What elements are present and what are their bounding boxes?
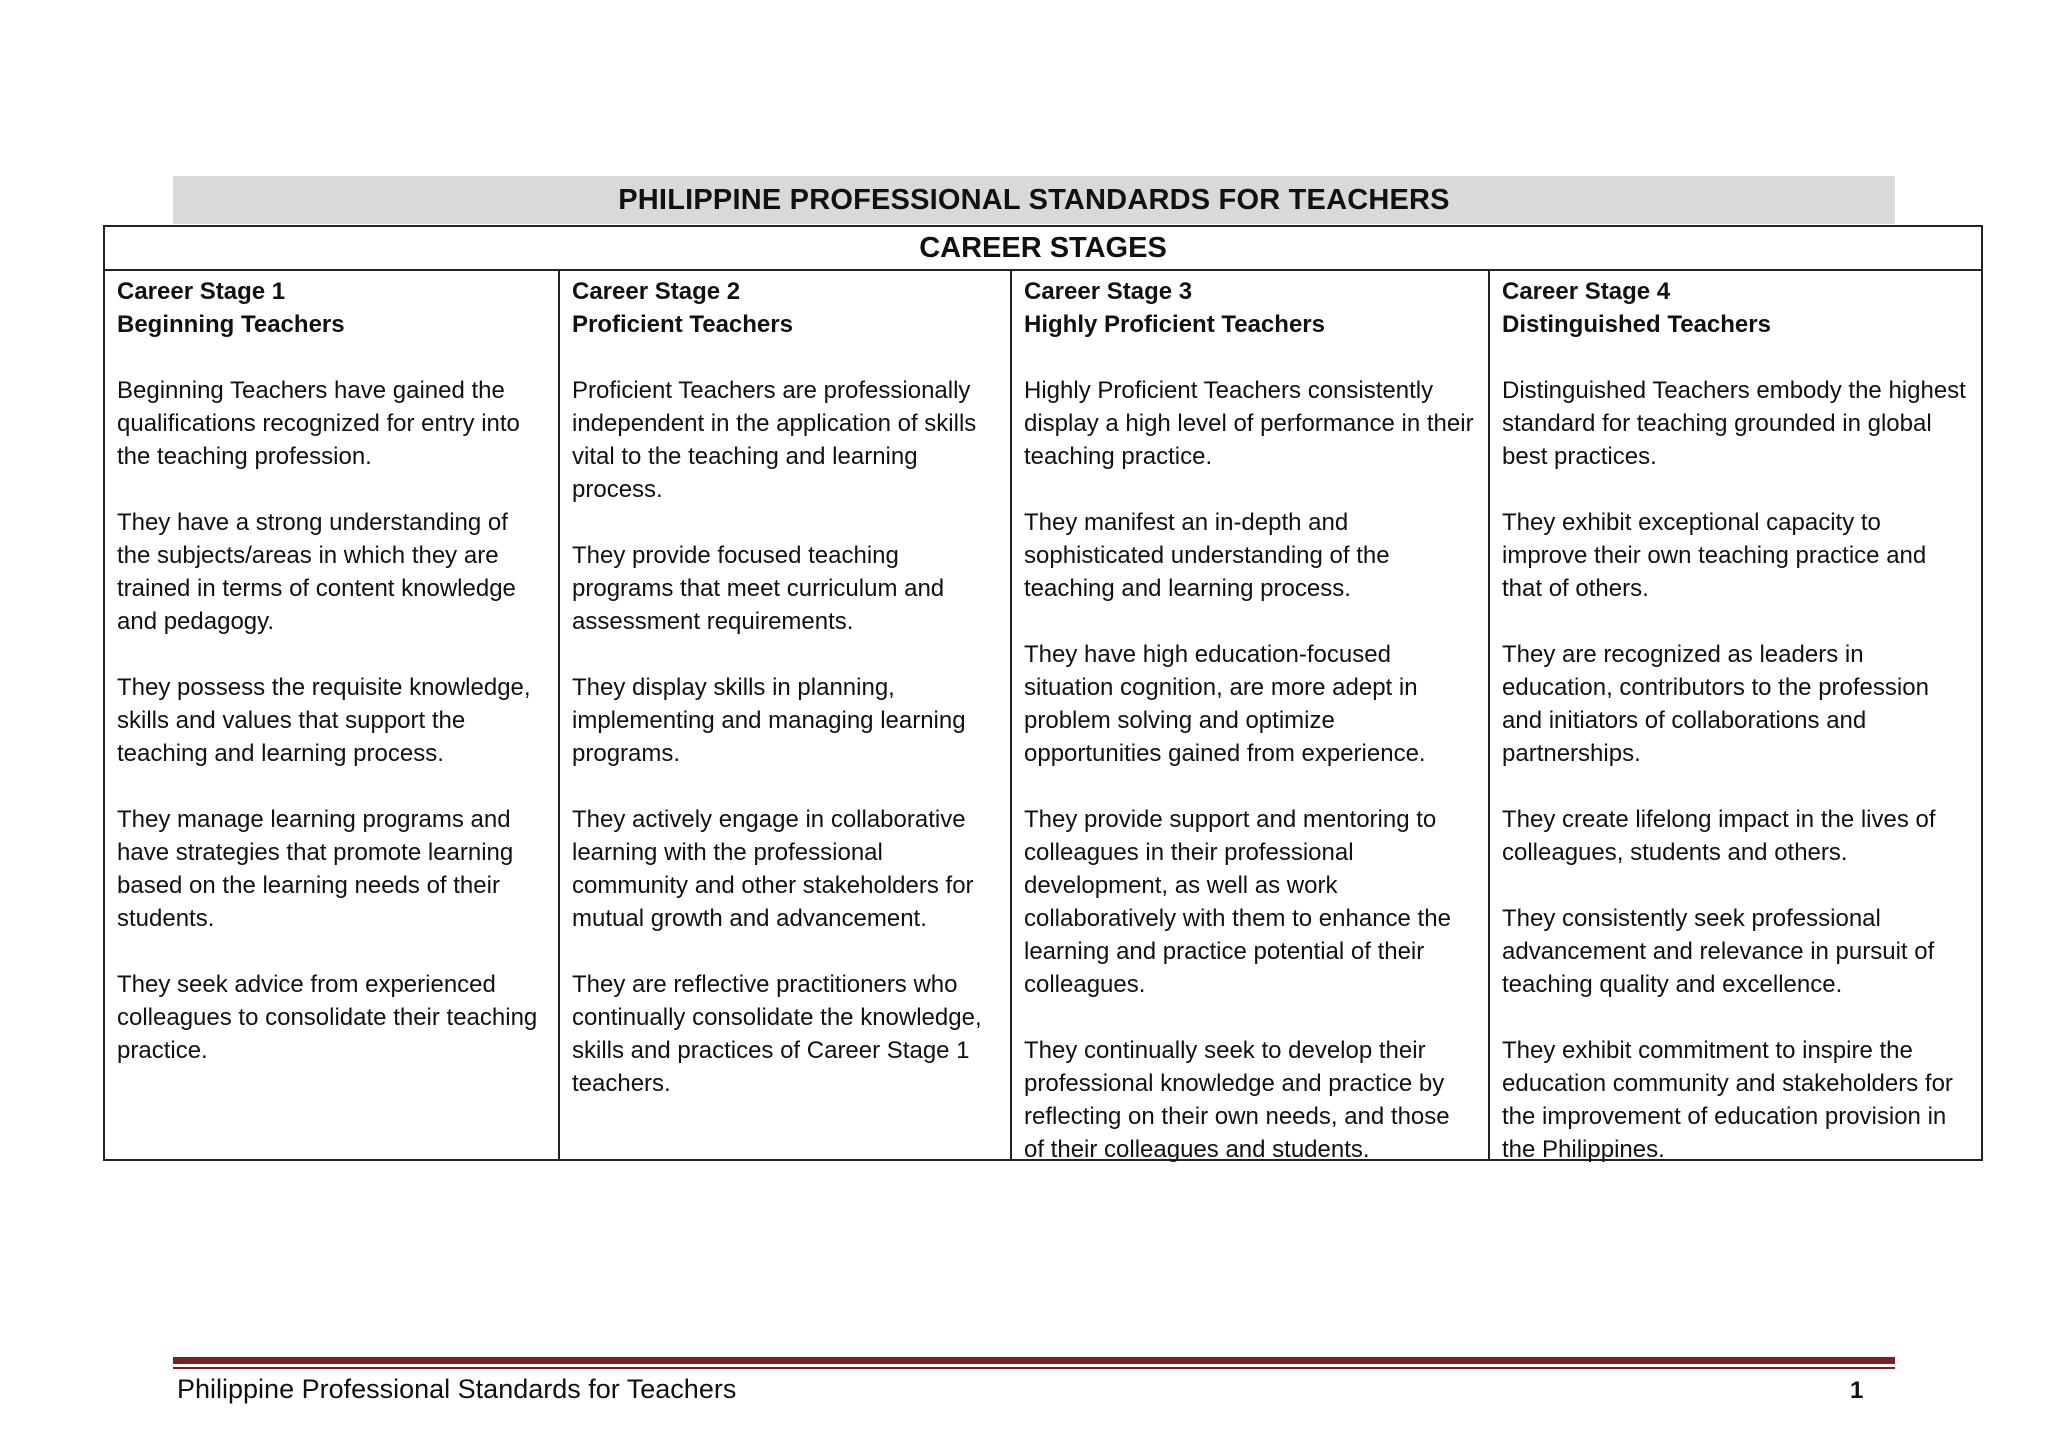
stage-paragraph: They actively engage in collaborative learning with the professional community and other stakeholders for mutual growth and advancement. xyxy=(572,806,974,932)
career-stages-row xyxy=(105,271,1981,1163)
career-stages-heading: CAREER STAGES xyxy=(919,231,1167,264)
stage-name: Proficient Teachers xyxy=(572,311,793,338)
career-stage-1-column xyxy=(105,271,558,1159)
career-stages-header xyxy=(105,227,1981,271)
stage-number: Career Stage 1 xyxy=(117,278,286,305)
career-stages-table xyxy=(103,225,1983,1161)
stage-paragraph: They are recognized as leaders in education, contributors to the profession and initiators of collaborations and partnerships. xyxy=(1502,641,1929,767)
stage-paragraph: They create lifelong impact in the lives of colleagues, students and others. xyxy=(1502,806,1936,866)
stage-number: Career Stage 4 xyxy=(1502,278,1671,305)
stage-paragraph: Highly Proficient Teachers consistently display a high level of performance in their teaching practice. xyxy=(1024,377,1474,470)
career-stage-3-column xyxy=(1010,271,1488,1163)
stage-paragraph: They have a strong understanding of the subjects/areas in which they are trained in terms of content knowledge and pedagogy. xyxy=(117,509,516,635)
stage-paragraph: They consistently seek professional advancement and relevance in pursuit of teaching quality and excellence. xyxy=(1502,905,1935,998)
footer-document-name: Philippine Professional Standards for Teachers xyxy=(177,1374,737,1404)
stage-paragraph: They exhibit commitment to inspire the education community and stakeholders for the improvement of education provision in the Philippines. xyxy=(1502,1037,1953,1163)
stage-name: Beginning Teachers xyxy=(117,311,345,338)
stage-paragraph: They have high education-focused situation cognition, are more adept in problem solving and optimize opportunities gained from experience. xyxy=(1024,641,1426,767)
document-title-band xyxy=(173,176,1895,224)
document-title: PHILIPPINE PROFESSIONAL STANDARDS FOR TEACHERS xyxy=(618,183,1450,216)
stage-paragraph: They manifest an in-depth and sophisticated understanding of the teaching and learning process. xyxy=(1024,509,1390,602)
stage-paragraph: They are reflective practitioners who continually consolidate the knowledge, skills and practices of Career Stage 1 teachers. xyxy=(572,971,982,1097)
stage-paragraph: They seek advice from experienced colleagues to consolidate their teaching practice. xyxy=(117,971,538,1064)
stage-name: Distinguished Teachers xyxy=(1502,311,1771,338)
stage-number: Career Stage 3 xyxy=(1024,278,1193,305)
footer-divider-thick xyxy=(173,1357,1895,1364)
stage-paragraph: They continually seek to develop their professional knowledge and practice by reflecting on their own needs, and those of their colleagues and students. xyxy=(1024,1037,1450,1163)
page-number: 1 xyxy=(1850,1377,1864,1404)
footer-divider-thin xyxy=(173,1367,1895,1369)
stage-paragraph: They possess the requisite knowledge, skills and values that support the teaching and learning process. xyxy=(117,674,531,767)
stage-paragraph: They manage learning programs and have strategies that promote learning based on the learning needs of their students. xyxy=(117,806,514,932)
stage-paragraph: Distinguished Teachers embody the highest standard for teaching grounded in global best practices. xyxy=(1502,377,1966,470)
stage-number: Career Stage 2 xyxy=(572,278,741,305)
stage-paragraph: They provide support and mentoring to colleagues in their professional development, as well as work collaboratively with them to enhance the learning and practice potential of their colleagues. xyxy=(1024,806,1451,998)
stage-paragraph: They exhibit exceptional capacity to improve their own teaching practice and that of others. xyxy=(1502,509,1927,602)
stage-paragraph: They display skills in planning, implementing and managing learning programs. xyxy=(572,674,966,767)
career-stage-2-column xyxy=(558,271,1010,1159)
stage-name: Highly Proficient Teachers xyxy=(1024,311,1325,338)
career-stage-4-column xyxy=(1488,271,1981,1163)
stage-paragraph: Proficient Teachers are professionally independent in the application of skills vital to the teaching and learning process. xyxy=(572,377,977,503)
stage-paragraph: They provide focused teaching programs that meet curriculum and assessment requirements. xyxy=(572,542,945,635)
stage-paragraph: Beginning Teachers have gained the qualifications recognized for entry into the teaching profession. xyxy=(117,377,520,470)
